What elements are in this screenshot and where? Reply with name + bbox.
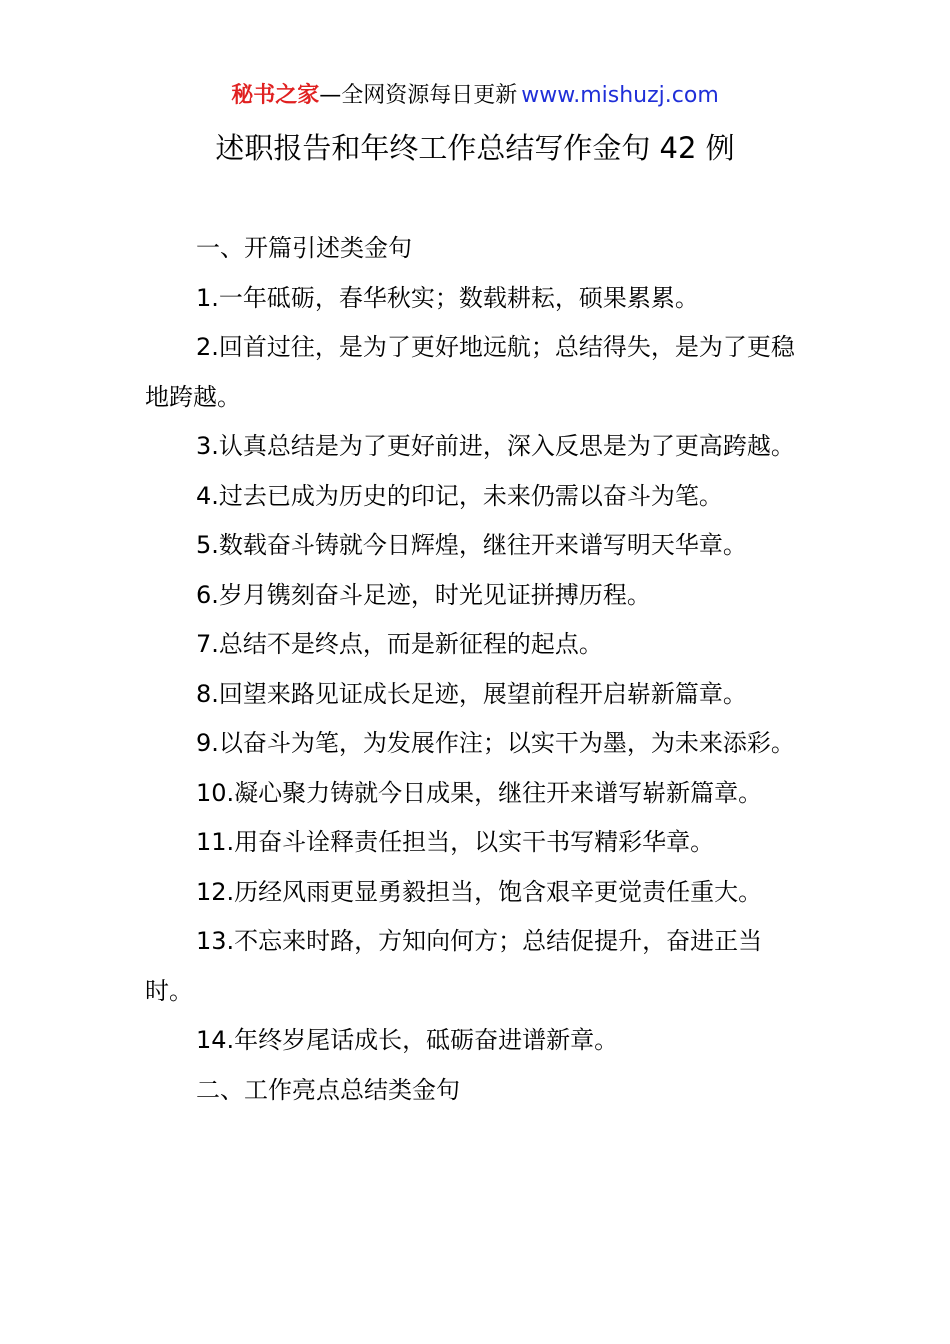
- list-item: 2.回首过往，是为了更好地远航；总结得失，是为了更稳地跨越。: [145, 333, 795, 411]
- list-item: 13.不忘来时路，方知向何方；总结促提升，奋进正当时。: [145, 927, 763, 1005]
- list-item: 12.历经风雨更显勇毅担当，饱含艰辛更觉责任重大。: [196, 877, 763, 906]
- list-item: 10.凝心聚力铸就今日成果，继往开来谱写崭新篇章。: [196, 778, 763, 807]
- document-body: [145, 224, 809, 1115]
- list-item: 6.岁月镌刻奋斗足迹，时光见证拼搏历程。: [196, 580, 651, 609]
- site-url-link[interactable]: www.mishuzj.com: [521, 83, 719, 108]
- list-item: 9.以奋斗为笔，为发展作注；以实干为墨，为未来添彩。: [196, 729, 795, 757]
- list-item: 3.认真总结是为了更好前进，深入反思是为了更高跨越。: [196, 432, 795, 460]
- list-item: 1.一年砥砺，春华秋实；数载耕耘，硕果累累。: [196, 283, 699, 312]
- document-title: 述职报告和年终工作总结写作金句 42 例: [215, 131, 735, 165]
- list-item: 5.数载奋斗铸就今日辉煌，继往开来谱写明天华章。: [196, 531, 747, 559]
- list-item: 11.用奋斗诠释责任担当，以实干书写精彩华章。: [196, 828, 715, 856]
- section-heading: 二、工作亮点总结类金句: [196, 1075, 460, 1104]
- site-brand: 秘书之家: [231, 83, 320, 108]
- list-item: 4.过去已成为历史的印记，未来仍需以奋斗为笔。: [196, 481, 723, 510]
- list-item: 14.年终岁尾话成长，砥砺奋进谱新章。: [196, 1026, 619, 1054]
- site-header: [0, 78, 950, 114]
- list-item: 8.回望来路见证成长足迹，展望前程开启崭新篇章。: [196, 679, 747, 708]
- list-item: 7.总结不是终点，而是新征程的起点。: [196, 630, 603, 658]
- site-tagline: —全网资源每日更新: [319, 83, 518, 108]
- section-heading: 一、开篇引述类金句: [196, 234, 412, 262]
